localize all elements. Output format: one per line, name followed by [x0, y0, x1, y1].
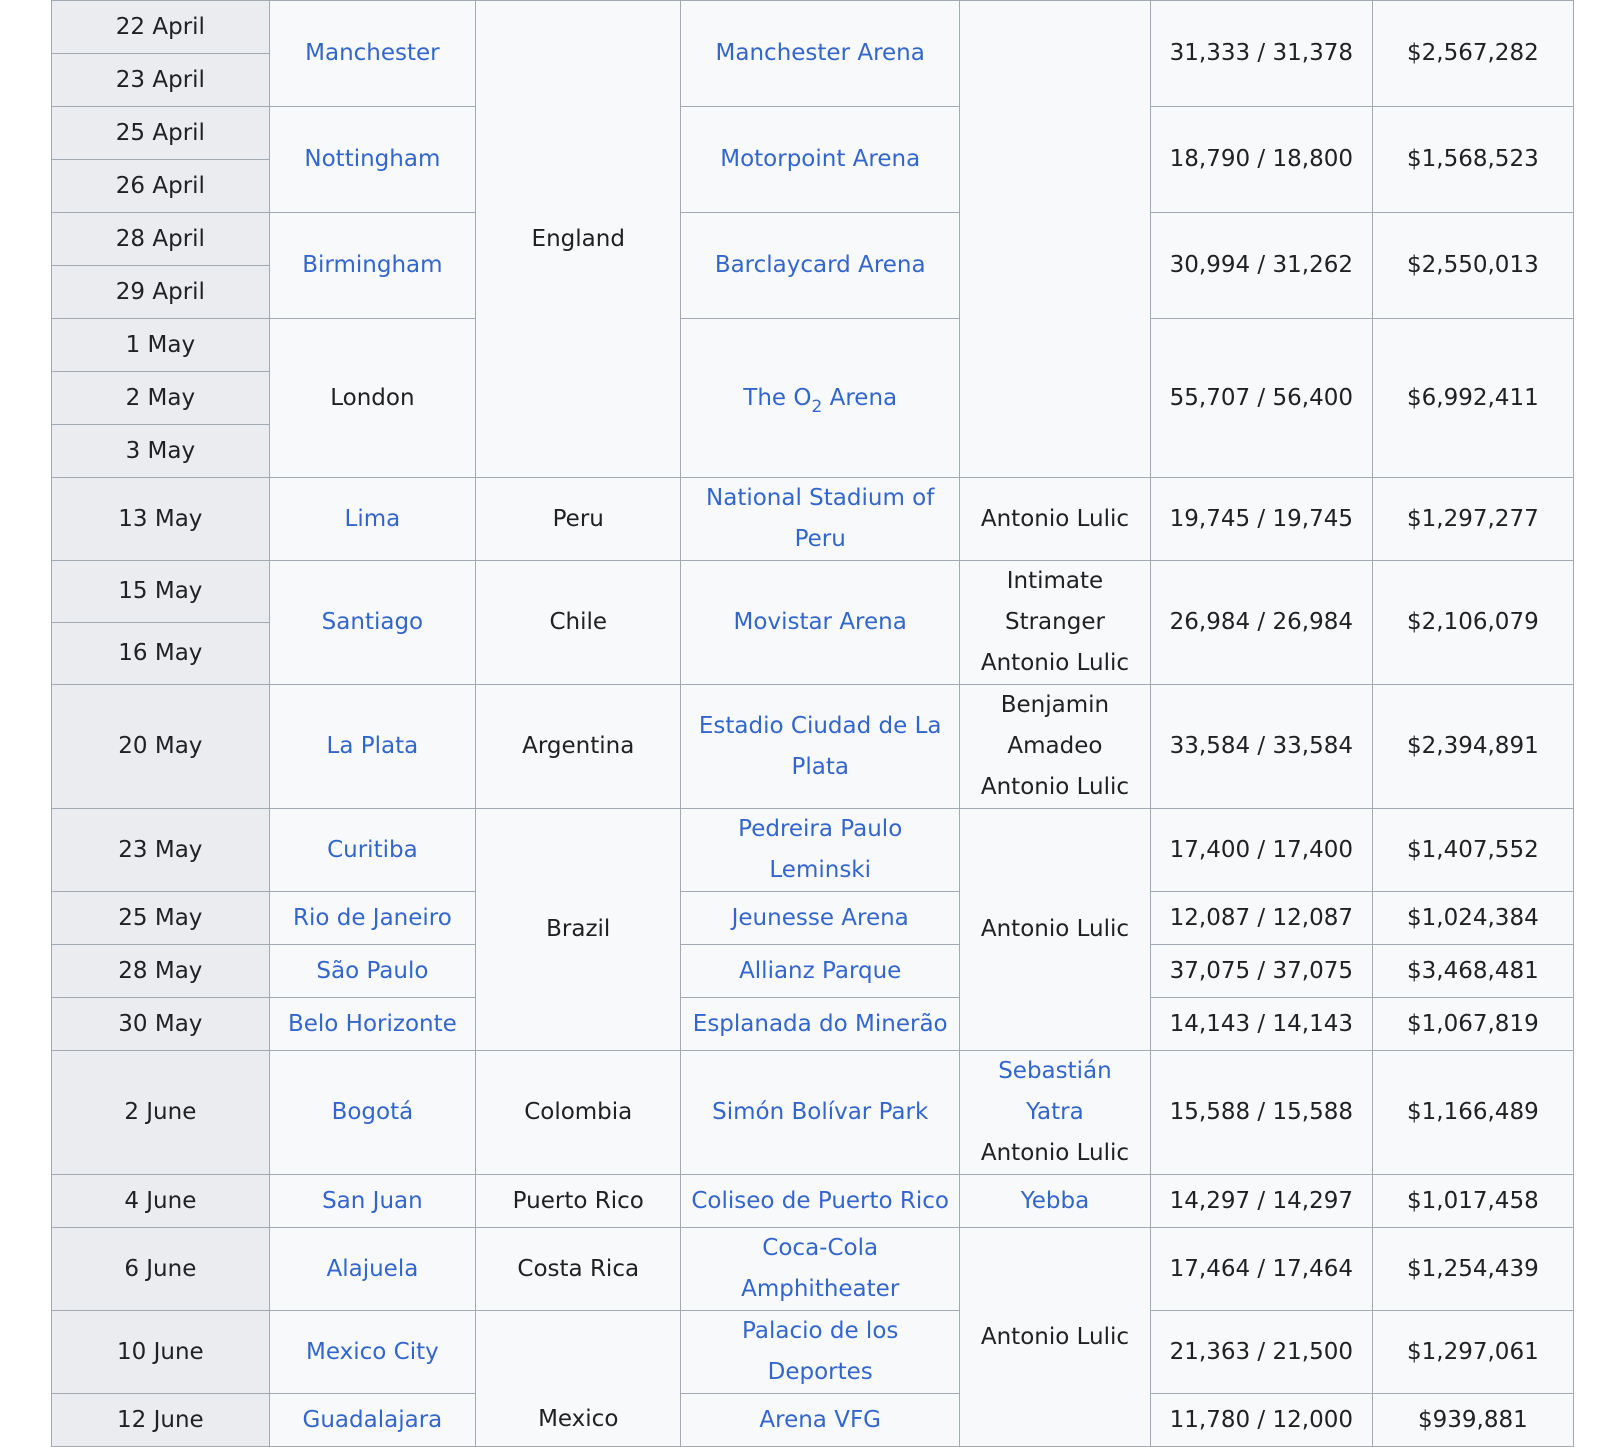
venue-link[interactable]: Amphitheater	[741, 1276, 900, 1302]
city-cell	[269, 685, 475, 809]
country-cell: Peru	[476, 478, 681, 561]
city-link[interactable]: Santiago	[321, 609, 424, 635]
city-cell	[269, 1051, 475, 1175]
revenue-cell: $1,568,523	[1372, 107, 1573, 213]
opening-act-cell: Intimate Stranger Antonio Lulic	[960, 561, 1151, 685]
venue-link[interactable]: Allianz Parque	[739, 957, 902, 984]
city-link[interactable]: Curitiba	[327, 836, 418, 863]
city-cell	[269, 478, 475, 561]
revenue-cell: $1,254,439	[1372, 1228, 1573, 1311]
date-cell: 29 April	[52, 266, 270, 319]
venue-cell	[681, 945, 960, 998]
country-cell: Argentina	[476, 685, 681, 809]
opener-link[interactable]: Sebastián	[998, 1058, 1112, 1084]
table-row	[52, 945, 1574, 998]
revenue-cell: $939,881	[1372, 1394, 1573, 1447]
venue-link[interactable]: The $O_2$ Arena	[743, 384, 898, 417]
date-cell: 1 May	[52, 319, 270, 372]
city-cell	[269, 1311, 475, 1394]
date-cell: 4 June	[52, 1175, 270, 1228]
venue-link[interactable]: Movistar Arena	[733, 609, 907, 635]
opening-act-cell	[960, 1, 1151, 478]
date-cell: 13 May	[52, 478, 270, 561]
venue-link[interactable]: Motorpoint Arena	[720, 146, 921, 172]
city-link[interactable]: San Juan	[322, 1187, 423, 1214]
date-cell: 2 May	[52, 372, 270, 425]
table-row	[52, 1228, 1574, 1311]
city-link[interactable]: Belo Horizonte	[287, 1010, 457, 1037]
attendance-cell: 12,087 / 12,087	[1150, 892, 1372, 945]
venue-cell	[681, 213, 960, 319]
table-row	[52, 809, 1574, 892]
city-cell	[269, 213, 475, 319]
revenue-cell: $2,567,282	[1372, 1, 1573, 107]
city-link[interactable]: Rio de Janeiro	[292, 904, 452, 931]
table-row	[52, 1394, 1574, 1447]
attendance-cell: 17,400 / 17,400	[1150, 809, 1372, 892]
venue-link[interactable]: Coliseo de Puerto Rico	[691, 1187, 950, 1214]
opening-act-cell: Sebastián Yatra Antonio Lulic	[960, 1051, 1151, 1175]
venue-cell	[681, 998, 960, 1051]
attendance-cell: 31,333 / 31,378	[1150, 1, 1372, 107]
country-cell: Puerto Rico	[476, 1175, 681, 1228]
date-cell: 3 May	[52, 425, 270, 478]
date-cell: 25 April	[52, 107, 270, 160]
venue-link[interactable]: Estadio Ciudad de La	[698, 712, 942, 739]
opener-link[interactable]: Yebba	[1020, 1187, 1090, 1214]
revenue-cell: $1,017,458	[1372, 1175, 1573, 1228]
venue-cell	[681, 1051, 960, 1175]
revenue-cell: $3,468,481	[1372, 945, 1573, 998]
opener-link[interactable]: Yatra	[1026, 1099, 1084, 1125]
date-cell: 30 May	[52, 998, 270, 1051]
city-cell	[269, 1394, 475, 1447]
table-row	[52, 1, 1574, 54]
city-link[interactable]: Birmingham	[302, 252, 443, 278]
venue-cell	[681, 1311, 960, 1394]
city-link[interactable]: Guadalajara	[302, 1406, 443, 1433]
venue-link[interactable]: Manchester Arena	[715, 40, 925, 66]
attendance-cell: 26,984 / 26,984	[1150, 561, 1372, 685]
table-row	[52, 561, 1574, 623]
table-row	[52, 319, 1574, 372]
city-cell	[269, 107, 475, 213]
venue-link[interactable]: Barclaycard Arena	[714, 252, 926, 278]
revenue-cell: $1,166,489	[1372, 1051, 1573, 1175]
venue-link[interactable]: Coca-Cola	[762, 1235, 879, 1261]
date-cell: 2 June	[52, 1051, 270, 1175]
date-cell: 22 April	[52, 1, 270, 54]
city-cell: London	[269, 319, 475, 478]
city-cell	[269, 998, 475, 1051]
city-link[interactable]: Manchester	[305, 40, 440, 66]
date-cell: 15 May	[52, 561, 270, 623]
date-cell: 23 May	[52, 809, 270, 892]
opening-act-cell	[960, 1175, 1151, 1228]
attendance-cell: 33,584 / 33,584	[1150, 685, 1372, 809]
table-row	[52, 685, 1574, 809]
date-cell: 28 April	[52, 213, 270, 266]
venue-link[interactable]: Pedreira Paulo Leminski	[738, 816, 903, 883]
venue-cell	[681, 1, 960, 107]
date-cell: 12 June	[52, 1394, 270, 1447]
tour-dates-table	[51, 0, 1574, 1447]
attendance-cell: 14,297 / 14,297	[1150, 1175, 1372, 1228]
city-cell	[269, 1, 475, 107]
city-link[interactable]: La Plata	[326, 733, 419, 759]
revenue-cell: $2,550,013	[1372, 213, 1573, 319]
attendance-cell: 11,780 / 12,000	[1150, 1394, 1372, 1447]
city-link[interactable]: Mexico City	[306, 1338, 439, 1365]
venue-cell	[681, 319, 960, 478]
revenue-cell: $1,067,819	[1372, 998, 1573, 1051]
attendance-cell: 14,143 / 14,143	[1150, 998, 1372, 1051]
city-link[interactable]: Lima	[344, 505, 401, 532]
revenue-cell: $1,297,277	[1372, 478, 1573, 561]
venue-cell	[681, 892, 960, 945]
venue-link[interactable]: Esplanada do Minerão	[692, 1010, 948, 1037]
tour-dates-table-wrapper	[51, 0, 1574, 1447]
date-cell: 26 April	[52, 160, 270, 213]
date-cell: 6 June	[52, 1228, 270, 1311]
venue-cell	[681, 1228, 960, 1311]
revenue-cell: $2,394,891	[1372, 685, 1573, 809]
venue-link[interactable]: Jeunesse Arena	[731, 904, 909, 931]
country-cell: Brazil	[476, 809, 681, 1051]
city-link[interactable]: Alajuela	[326, 1255, 419, 1282]
table-row	[52, 107, 1574, 160]
table-row	[52, 1175, 1574, 1228]
country-cell: Mexico	[476, 1311, 681, 1447]
venue-cell	[681, 809, 960, 892]
city-link[interactable]: São Paulo	[316, 957, 429, 984]
venue-cell	[681, 107, 960, 213]
venue-link[interactable]: Palacio de los Deportes	[742, 1318, 899, 1385]
country-cell: Chile	[476, 561, 681, 685]
date-cell: 28 May	[52, 945, 270, 998]
table-row	[52, 1311, 1574, 1394]
revenue-cell: $1,407,552	[1372, 809, 1573, 892]
attendance-cell: 37,075 / 37,075	[1150, 945, 1372, 998]
city-cell	[269, 809, 475, 892]
table-row	[52, 892, 1574, 945]
city-cell	[269, 945, 475, 998]
city-link[interactable]: Bogotá	[331, 1099, 414, 1125]
venue-cell	[681, 1394, 960, 1447]
opening-act-cell: Antonio Lulic	[960, 809, 1151, 1051]
revenue-cell: $1,297,061	[1372, 1311, 1573, 1394]
revenue-cell: $1,024,384	[1372, 892, 1573, 945]
attendance-cell: 19,745 / 19,745	[1150, 478, 1372, 561]
venue-cell	[681, 685, 960, 809]
date-cell: 10 June	[52, 1311, 270, 1394]
table-row	[52, 478, 1574, 561]
city-cell	[269, 892, 475, 945]
attendance-cell: 15,588 / 15,588	[1150, 1051, 1372, 1175]
country-cell: Colombia	[476, 1051, 681, 1175]
country-cell: England	[476, 1, 681, 478]
venue-cell	[681, 1175, 960, 1228]
venue-cell	[681, 478, 960, 561]
table-row	[52, 1051, 1574, 1175]
attendance-cell: 30,994 / 31,262	[1150, 213, 1372, 319]
venue-link[interactable]: National Stadium of	[706, 485, 935, 511]
venue-cell	[681, 561, 960, 685]
opening-act-cell: Antonio Lulic	[960, 478, 1151, 561]
date-cell: 16 May	[52, 623, 270, 685]
date-cell: 25 May	[52, 892, 270, 945]
revenue-cell: $2,106,079	[1372, 561, 1573, 685]
revenue-cell: $6,992,411	[1372, 319, 1573, 478]
date-cell: 20 May	[52, 685, 270, 809]
attendance-cell: 17,464 / 17,464	[1150, 1228, 1372, 1311]
opening-act-cell: Benjamin Amadeo Antonio Lulic	[960, 685, 1151, 809]
venue-link[interactable]: Arena VFG	[759, 1406, 881, 1433]
venue-link[interactable]: Peru	[794, 526, 846, 552]
attendance-cell: 18,790 / 18,800	[1150, 107, 1372, 213]
city-link[interactable]: Nottingham	[304, 146, 441, 172]
attendance-cell: 55,707 / 56,400	[1150, 319, 1372, 478]
table-row	[52, 213, 1574, 266]
venue-link[interactable]: Simón Bolívar Park	[712, 1099, 929, 1125]
opening-act-cell: Antonio Lulic	[960, 1228, 1151, 1447]
table-row	[52, 998, 1574, 1051]
venue-link[interactable]: Plata	[791, 753, 849, 780]
country-cell: Costa Rica	[476, 1228, 681, 1311]
city-cell	[269, 1175, 475, 1228]
city-cell	[269, 561, 475, 685]
attendance-cell: 21,363 / 21,500	[1150, 1311, 1372, 1394]
city-cell	[269, 1228, 475, 1311]
date-cell: 23 April	[52, 54, 270, 107]
